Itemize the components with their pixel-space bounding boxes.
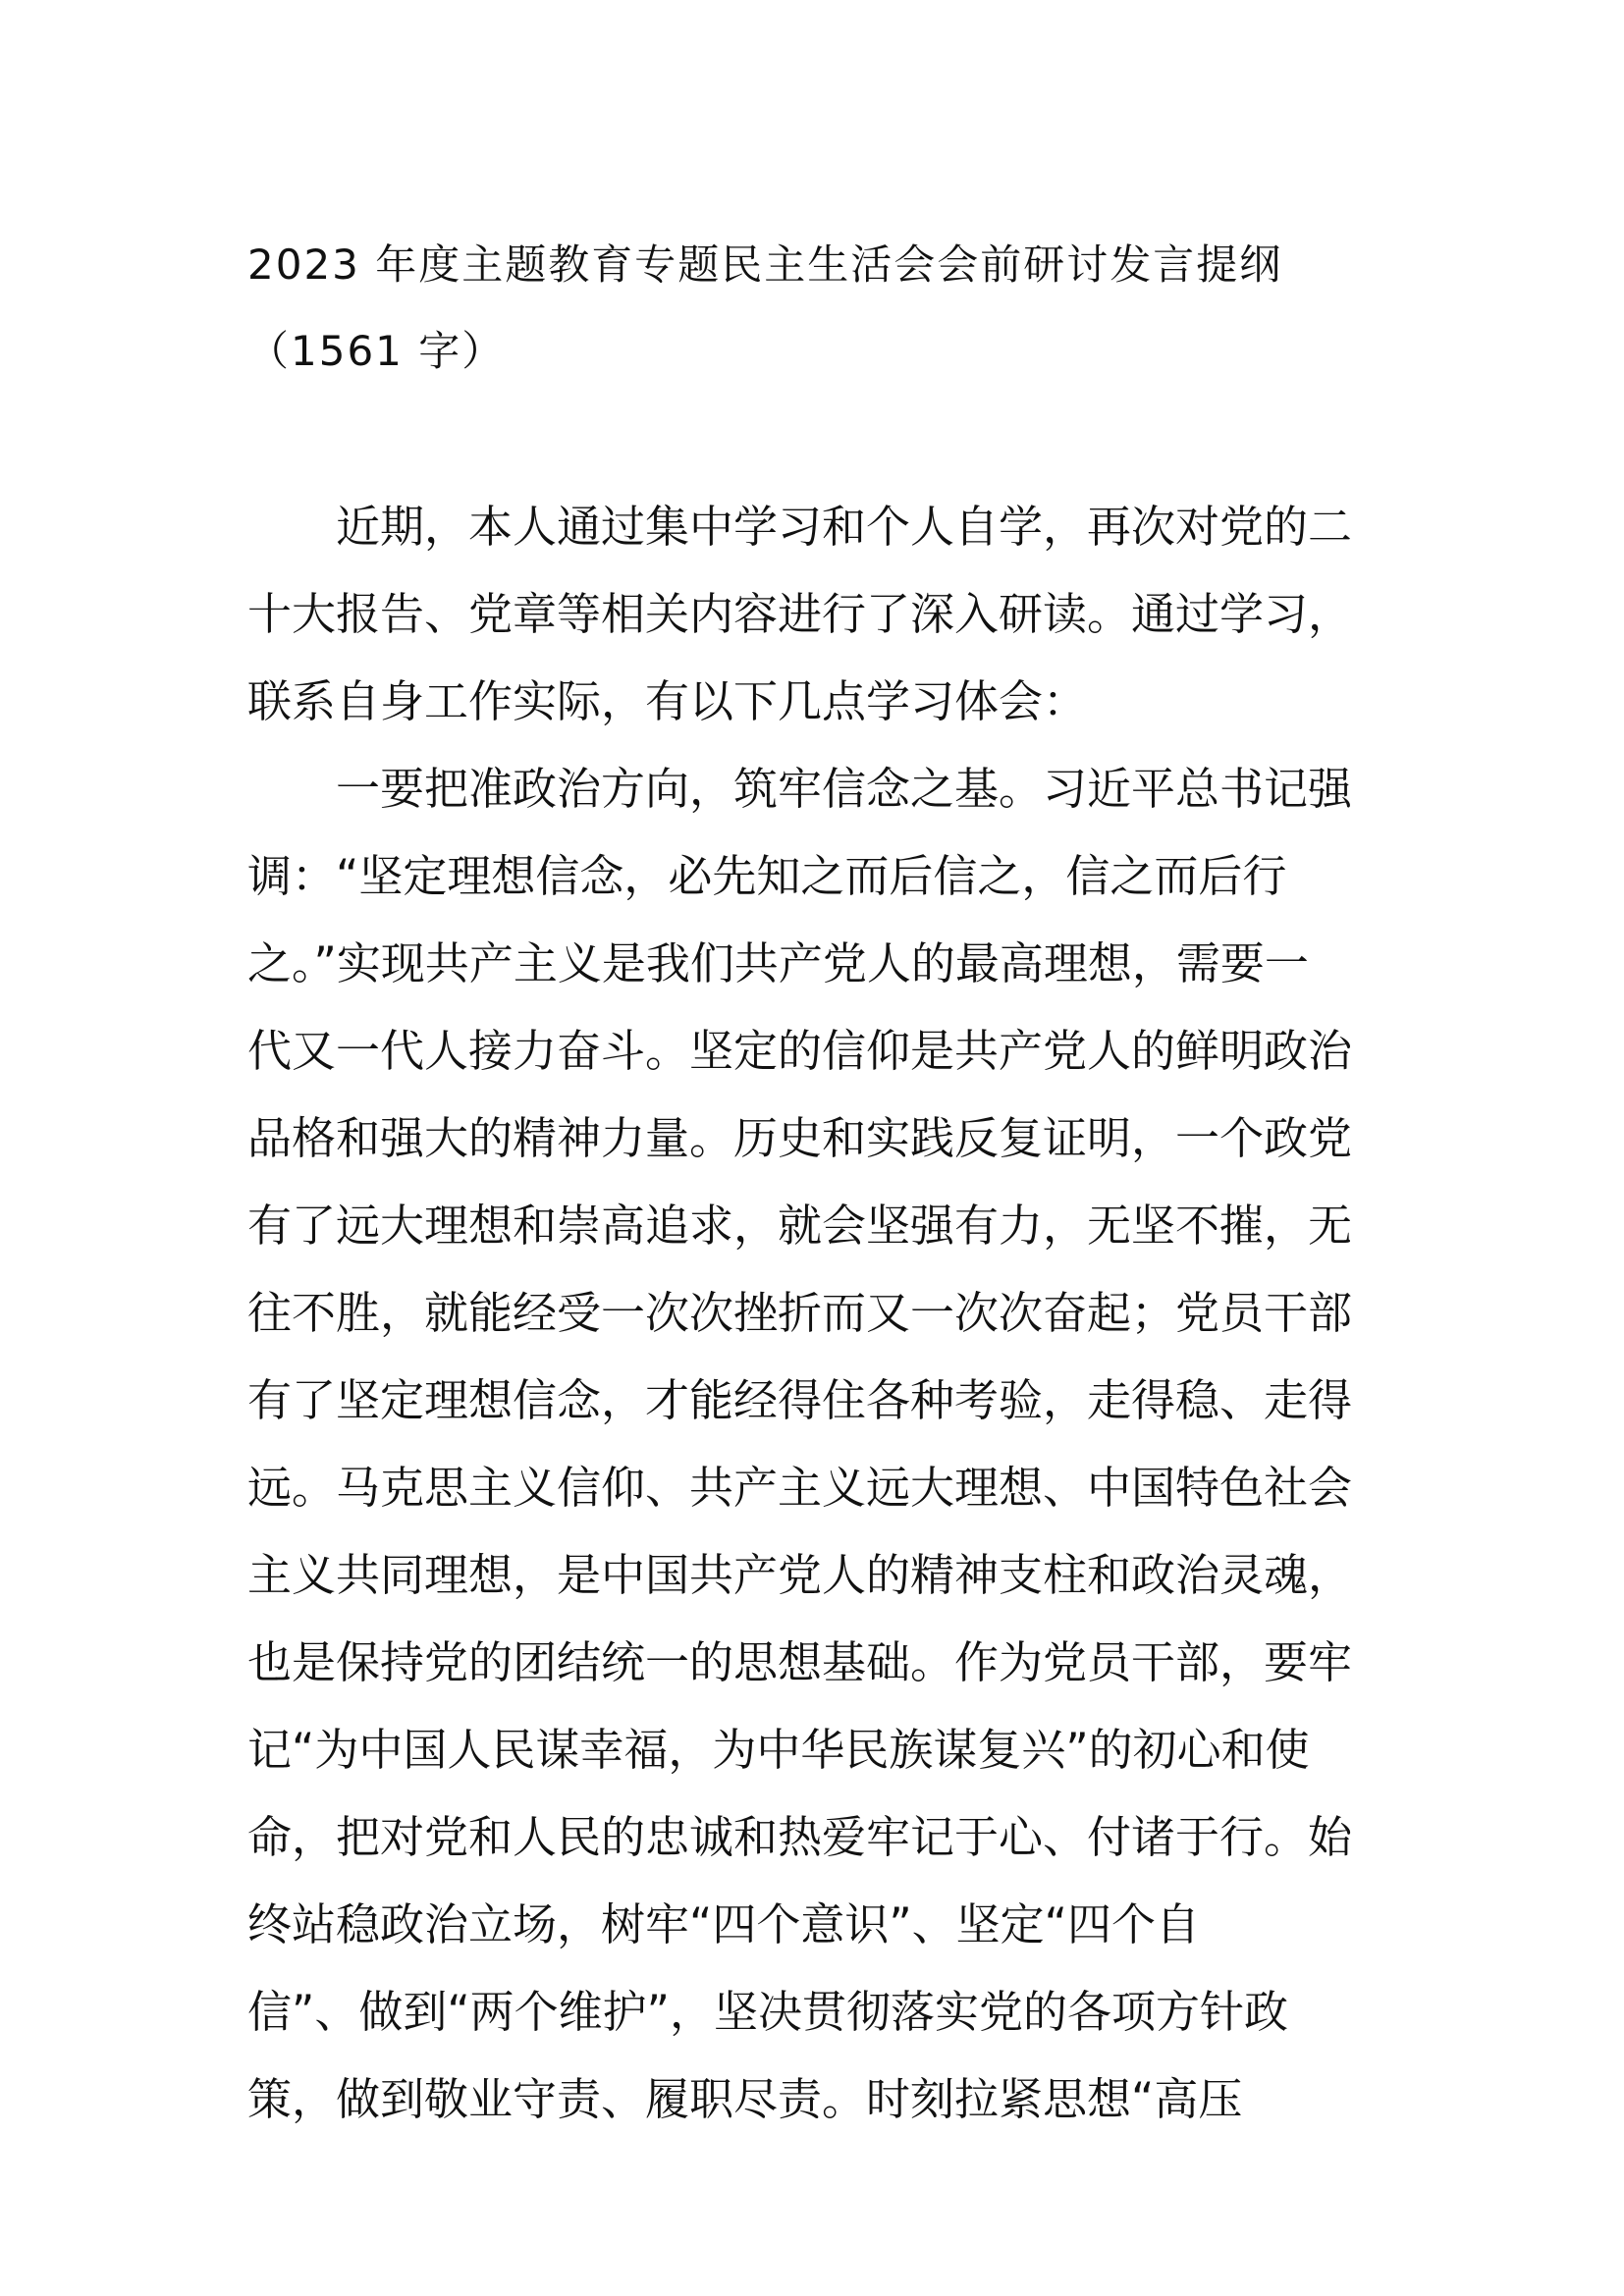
paragraph-2-line: 主义共同理想，是中国共产党人的精神支柱和政治灵魂， <box>247 1549 1353 1601</box>
paragraph-2-line: 之。”实现共产主义是我们共产党人的最高理想，需要一 <box>247 937 1309 989</box>
title-line-2: （1561 字） <box>247 327 506 375</box>
paragraph-1-line: 十大报告、党章等相关内容进行了深入研读。通过学习， <box>247 588 1353 640</box>
paragraph-2-line: 有了远大理想和崇高追求，就会坚强有力，无坚不摧，无 <box>247 1200 1353 1252</box>
document-body <box>247 483 1396 2143</box>
paragraph-2-line: 信”、做到“两个维护”，坚决贯彻落实党的各项方针政 <box>247 1986 1288 2038</box>
document-title <box>247 222 1396 395</box>
paragraph-2-line: 往不胜，就能经受一次次挫折而又一次次奋起；党员干部 <box>247 1287 1353 1339</box>
paragraph-2-line: 也是保持党的团结统一的思想基础。作为党员干部，要牢 <box>247 1636 1353 1688</box>
paragraph-2-line: 品格和强大的精神力量。历史和实践反复证明，一个政党 <box>247 1112 1353 1164</box>
paragraph-2-line: 命，把对党和人民的忠诚和热爱牢记于心、付诸于行。始 <box>247 1811 1353 1863</box>
paragraph-2-line: 终站稳政治立场，树牢“四个意识”、坚定“四个自 <box>247 1898 1200 1950</box>
paragraph-1-line: 近期，本人通过集中学习和个人自学，再次对党的二 <box>336 501 1353 553</box>
paragraph-2-line: 策，做到敬业守责、履职尽责。时刻拉紧思想“高压 <box>247 2073 1243 2125</box>
paragraph-1-line: 联系自身工作实际，有以下几点学习体会： <box>247 675 1088 727</box>
paragraph-2-line: 一要把准政治方向，筑牢信念之基。习近平总书记强 <box>336 763 1353 815</box>
paragraph-2-line: 调：“坚定理想信念，必先知之而后信之，信之而后行 <box>247 850 1287 902</box>
paragraph-2-line: 远。马克思主义信仰、共产主义远大理想、中国特色社会 <box>247 1462 1353 1514</box>
title-line-1: 2023 年度主题教育专题民主生活会会前研讨发言提纲 <box>247 240 1283 289</box>
paragraph-2-line: 记“为中国人民谋幸福，为中华民族谋复兴”的初心和使 <box>247 1724 1310 1776</box>
paragraph-2-line: 代又一代人接力奋斗。坚定的信仰是共产党人的鲜明政治 <box>247 1025 1353 1077</box>
paragraph-2-line: 有了坚定理想信念，才能经得住各种考验，走得稳、走得 <box>247 1374 1353 1426</box>
